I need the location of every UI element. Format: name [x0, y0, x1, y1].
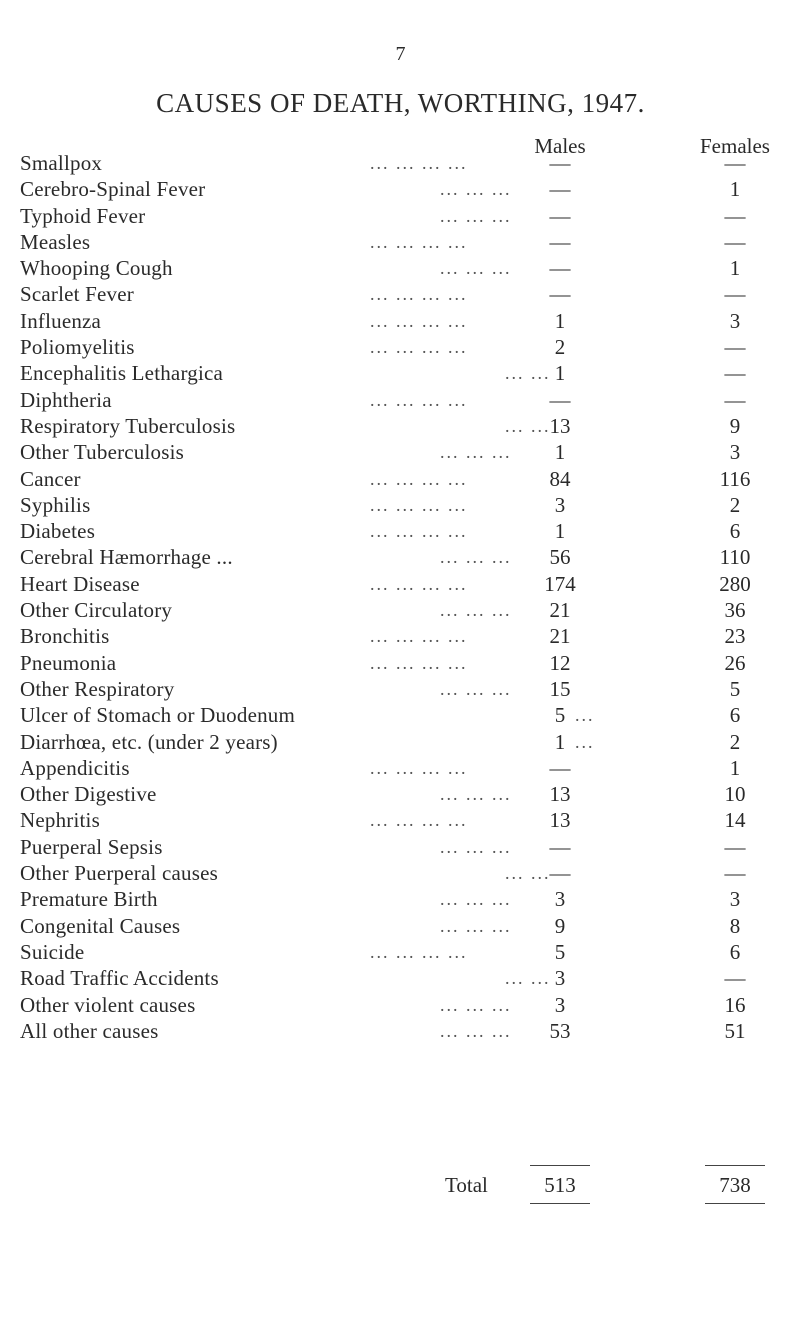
females-value: 2: [729, 729, 741, 754]
table-row: [0, 1018, 801, 1044]
males-value: 1: [554, 308, 566, 333]
dot-leader: ... ... ... ...: [370, 231, 468, 252]
table-row: [0, 729, 801, 755]
females-value: —: [724, 387, 746, 412]
cause-label: Appendicitis: [20, 755, 130, 780]
cause-label: Syphilis: [20, 492, 91, 517]
males-value: —: [549, 861, 571, 886]
males-value: 21: [549, 624, 571, 649]
males-value: 5: [554, 703, 566, 728]
females-subtotal-rule: [705, 1165, 765, 1166]
cause-label: Premature Birth: [20, 887, 158, 912]
males-value: 12: [549, 650, 571, 675]
females-value: 110: [719, 545, 751, 570]
dot-leader: ... ... ...: [440, 205, 512, 226]
cause-label: Poliomyelitis: [20, 335, 135, 360]
males-value: 5: [554, 939, 566, 964]
males-value: —: [549, 387, 571, 412]
males-value: 3: [554, 966, 566, 991]
females-value: —: [724, 361, 746, 386]
females-value: —: [724, 861, 746, 886]
females-total-rule: [705, 1203, 765, 1204]
males-value: —: [549, 151, 571, 175]
males-value: 3: [554, 992, 566, 1017]
cause-label: Ulcer of Stomach or Duodenum: [20, 703, 296, 728]
males-value: 1: [554, 519, 566, 544]
table-row: [0, 176, 801, 202]
dot-leader: ... ... ... ...: [370, 521, 468, 542]
dot-leader: ... ... ... ...: [370, 757, 468, 778]
table-row: [0, 834, 801, 860]
dot-leader: ... ... ... ...: [370, 468, 468, 489]
cause-label: Typhoid Fever: [20, 203, 146, 228]
males-value: 53: [549, 1018, 571, 1043]
males-total-rule: [530, 1203, 590, 1204]
females-value: —: [724, 203, 746, 228]
table-row: [0, 676, 801, 702]
males-value: 56: [549, 545, 571, 570]
column-header-females: Females: [700, 134, 770, 158]
females-value: —: [724, 834, 746, 859]
column-header-males: Males: [534, 134, 586, 158]
table-row: [0, 781, 801, 807]
males-value: 2: [554, 335, 566, 360]
males-value: —: [549, 203, 571, 228]
dot-leader: ... ...: [505, 363, 551, 384]
cause-label: Cancer: [20, 466, 81, 491]
males-value: —: [549, 755, 571, 780]
table-row: [0, 413, 801, 439]
cause-label: Other Circulatory: [20, 598, 173, 623]
dot-leader: ... ... ... ...: [370, 284, 468, 305]
dot-leader: ... ... ...: [440, 442, 512, 463]
cause-label: Other violent causes: [20, 992, 196, 1017]
cause-label: Influenza: [20, 308, 102, 333]
table-row: [0, 281, 801, 307]
table-row: [0, 387, 801, 413]
females-value: —: [724, 282, 746, 307]
cause-label: Measles: [20, 229, 91, 254]
females-value: 8: [729, 913, 741, 938]
females-value: 280: [719, 571, 751, 596]
dot-leader: ... ... ...: [440, 258, 512, 279]
table-row: [0, 886, 801, 912]
dot-leader: ... ... ...: [440, 889, 512, 910]
dot-leader: ... ... ...: [440, 1020, 512, 1041]
table-row: [0, 807, 801, 833]
table-row: [0, 492, 801, 518]
females-value: 16: [724, 992, 746, 1017]
table-row: [0, 650, 801, 676]
females-value: —: [724, 229, 746, 254]
cause-label: Other Puerperal causes: [20, 861, 218, 886]
females-value: 23: [724, 624, 746, 649]
males-value: 21: [549, 598, 571, 623]
dot-leader: ... ... ... ...: [370, 494, 468, 515]
table-row: [0, 702, 801, 728]
dot-leader: ... ... ... ...: [370, 652, 468, 673]
males-value: —: [549, 177, 571, 202]
females-value: 9: [729, 413, 741, 438]
page-number: 7: [395, 43, 406, 65]
cause-label: Respiratory Tuberculosis: [20, 413, 236, 438]
dot-leader: ... ... ... ...: [370, 941, 468, 962]
females-value: 5: [729, 676, 741, 701]
table-row: [0, 623, 801, 649]
females-value: —: [724, 151, 746, 175]
cause-label: Other Respiratory: [20, 676, 175, 701]
males-value: —: [549, 282, 571, 307]
cause-label: Other Tuberculosis: [20, 440, 185, 465]
cause-label: Suicide: [20, 939, 85, 964]
males-value: 1: [554, 361, 566, 386]
males-value: —: [549, 229, 571, 254]
females-value: —: [724, 966, 746, 991]
table-row: [0, 860, 801, 886]
dot-leader: ... ... ... ...: [370, 337, 468, 358]
dot-leader: ... ... ...: [440, 836, 512, 857]
dot-leader: ... ... ...: [440, 179, 512, 200]
dot-leader: ... ...: [505, 968, 551, 989]
females-value: 6: [729, 703, 741, 728]
dot-leader: ... ...: [505, 863, 551, 884]
table-row: [0, 518, 801, 544]
males-value: 174: [544, 571, 576, 596]
females-value: 3: [729, 440, 741, 465]
males-value: 1: [554, 440, 566, 465]
males-value: —: [549, 256, 571, 281]
dot-leader: ... ... ... ...: [370, 810, 468, 831]
dot-leader: ...: [575, 705, 595, 726]
females-value: 26: [724, 650, 746, 675]
dot-leader: ... ...: [505, 415, 551, 436]
dot-leader: ... ... ...: [440, 994, 512, 1015]
females-value: 36: [724, 598, 746, 623]
table-row: [0, 229, 801, 255]
males-value: 1: [554, 729, 566, 754]
table-row: [0, 334, 801, 360]
dot-leader: ... ... ... ...: [370, 626, 468, 647]
males-value: 13: [549, 413, 571, 438]
males-value: 84: [549, 466, 571, 491]
females-value: 3: [729, 887, 741, 912]
table-row: [0, 939, 801, 965]
total-label: Total: [445, 1173, 488, 1197]
table-row: [0, 755, 801, 781]
cause-label: Road Traffic Accidents: [20, 966, 219, 991]
causes-table: [0, 150, 801, 1044]
table-row: [0, 544, 801, 570]
cause-label: Heart Disease: [20, 571, 140, 596]
dot-leader: ... ... ... ...: [370, 389, 468, 410]
dot-leader: ... ... ...: [440, 784, 512, 805]
cause-label: Puerperal Sepsis: [20, 834, 163, 859]
total-males: 513: [544, 1173, 576, 1197]
page-title: CAUSES OF DEATH, WORTHING, 1947.: [156, 88, 645, 118]
dot-leader: ... ... ... ...: [370, 310, 468, 331]
females-value: 6: [729, 519, 741, 544]
cause-label: Encephalitis Lethargica: [20, 361, 224, 386]
males-value: 3: [554, 492, 566, 517]
females-value: 1: [729, 755, 741, 780]
dot-leader: ... ... ...: [440, 600, 512, 621]
dot-leader: ... ... ...: [440, 915, 512, 936]
males-value: —: [549, 834, 571, 859]
total-females: 738: [719, 1173, 751, 1197]
table-row: [0, 913, 801, 939]
females-value: 14: [724, 808, 746, 833]
dot-leader: ... ... ... ...: [370, 153, 468, 173]
table-row: [0, 965, 801, 991]
females-value: 51: [724, 1018, 746, 1043]
females-value: 2: [729, 492, 741, 517]
males-subtotal-rule: [530, 1165, 590, 1166]
males-value: 13: [549, 782, 571, 807]
table-row: [0, 150, 801, 176]
females-value: 1: [729, 256, 741, 281]
cause-label: Bronchitis: [20, 624, 110, 649]
table-row: [0, 992, 801, 1018]
cause-label: All other causes: [20, 1018, 159, 1043]
females-value: 1: [729, 177, 741, 202]
cause-label: Diarrhœa, etc. (under 2 years): [20, 729, 278, 754]
table-row: [0, 360, 801, 386]
cause-label: Smallpox: [20, 151, 103, 175]
table-row: [0, 255, 801, 281]
table-row: [0, 597, 801, 623]
table-row: [0, 466, 801, 492]
cause-label: Scarlet Fever: [20, 282, 134, 307]
cause-label: Diabetes: [20, 519, 96, 544]
cause-label: Other Digestive: [20, 782, 157, 807]
table-row: [0, 439, 801, 465]
cause-label: Cerebro-Spinal Fever: [20, 177, 206, 202]
cause-label: Whooping Cough: [20, 256, 173, 281]
females-value: 10: [724, 782, 746, 807]
males-value: 9: [554, 913, 566, 938]
females-value: —: [724, 335, 746, 360]
females-value: 6: [729, 939, 741, 964]
cause-label: Cerebral Hæmorrhage ...: [20, 545, 233, 570]
cause-label: Nephritis: [20, 808, 100, 833]
cause-label: Diphtheria: [20, 387, 112, 412]
males-value: 15: [549, 676, 571, 701]
males-value: 13: [549, 808, 571, 833]
dot-leader: ...: [575, 731, 595, 752]
dot-leader: ... ... ... ...: [370, 573, 468, 594]
females-value: 116: [719, 466, 751, 491]
dot-leader: ... ... ...: [440, 547, 512, 568]
females-value: 3: [729, 308, 741, 333]
dot-leader: ... ... ...: [440, 678, 512, 699]
table-row: [0, 571, 801, 597]
males-value: 3: [554, 887, 566, 912]
cause-label: Congenital Causes: [20, 913, 181, 938]
table-row: [0, 203, 801, 229]
cause-label: Pneumonia: [20, 650, 117, 675]
table-row: [0, 308, 801, 334]
